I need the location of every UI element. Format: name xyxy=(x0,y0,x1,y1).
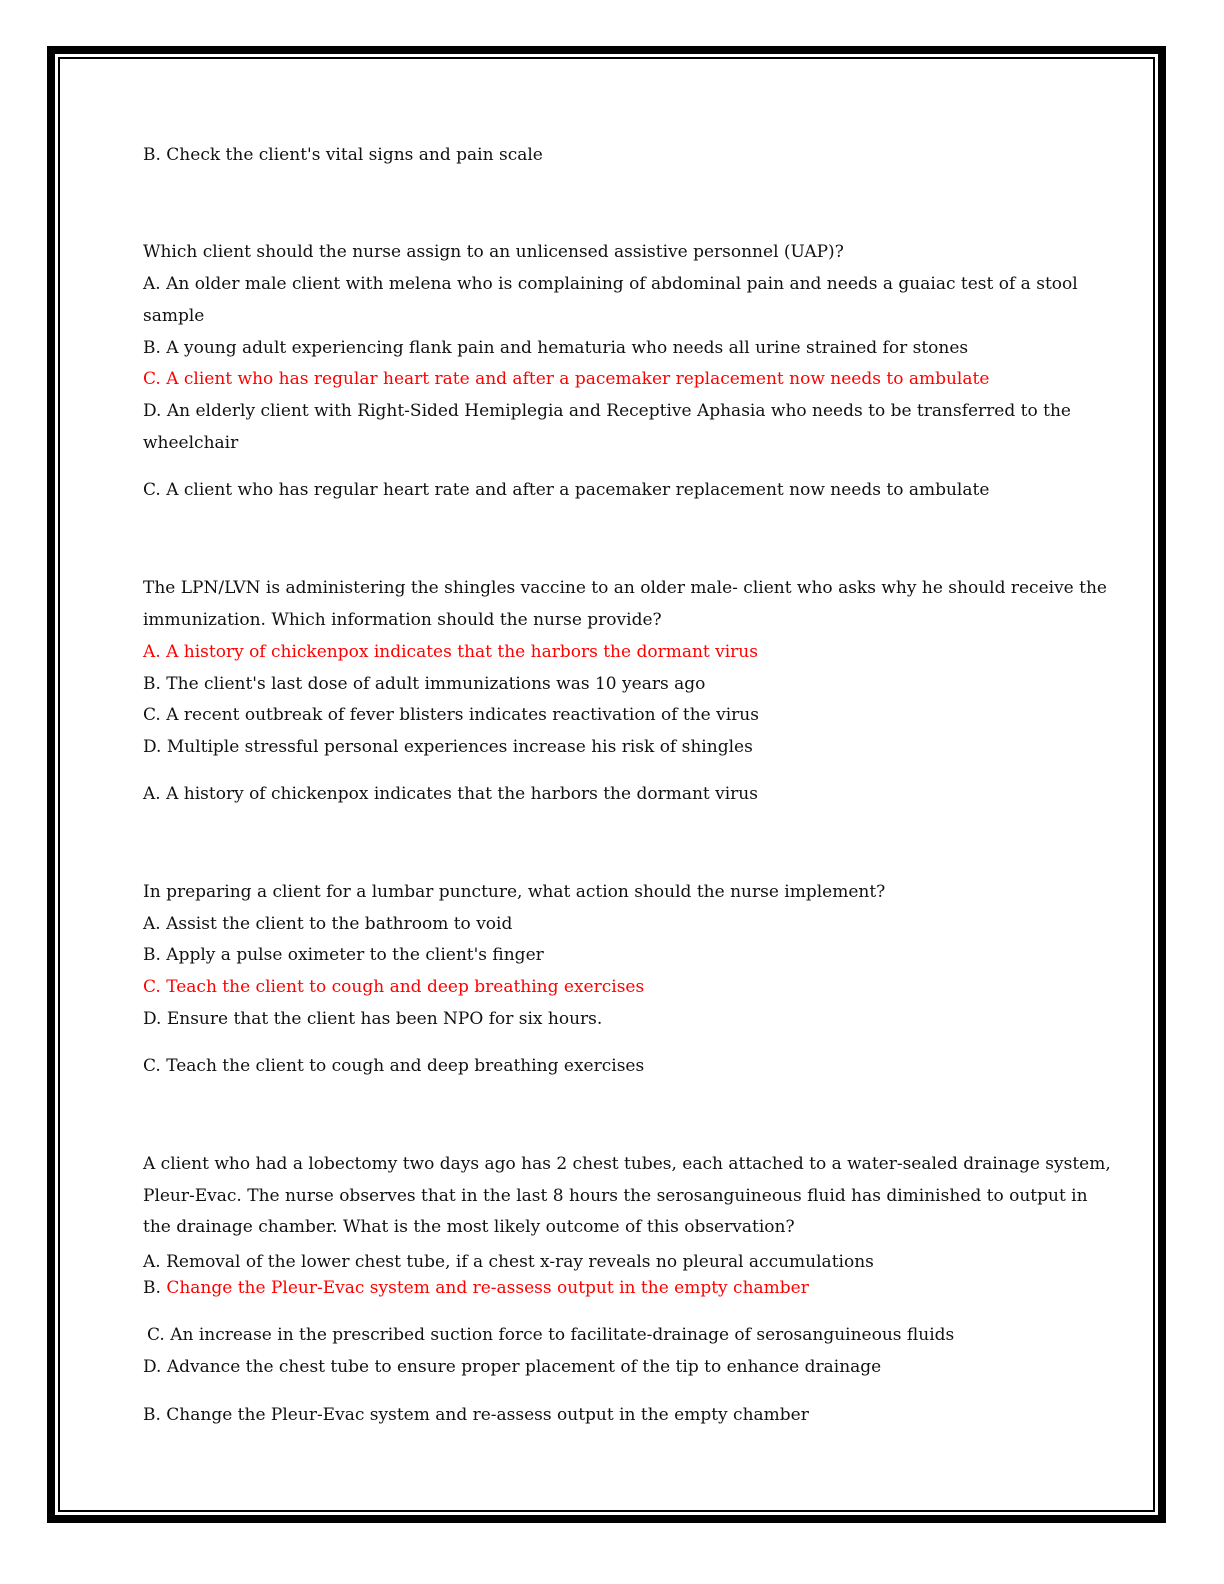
q2-option-c: C. A recent outbreak of fever blisters indicates reactivation of the virus xyxy=(143,705,759,725)
q1-option-a-cont: sample xyxy=(143,306,205,326)
q4-option-a: A. Removal of the lower chest tube, if a chest x-ray reveals no pleural accumulations xyxy=(143,1252,874,1272)
q4-answer: B. Change the Pleur-Evac system and re-assess output in the empty chamber xyxy=(143,1405,809,1425)
previous-answer: B. Check the client's vital signs and pain scale xyxy=(143,145,543,165)
q3-question: In preparing a client for a lumbar puncture, what action should the nurse implement? xyxy=(143,882,886,902)
q1-question: Which client should the nurse assign to an unlicensed assistive personnel (UAP)? xyxy=(143,242,844,262)
q4-option-b xyxy=(143,1278,809,1298)
q1-option-d: D. An elderly client with Right-Sided Hemiplegia and Receptive Aphasia who needs to be transferred to the xyxy=(143,401,1071,421)
q2-option-a-correct: A. A history of chickenpox indicates that the harbors the dormant virus xyxy=(143,642,758,662)
q3-option-d: D. Ensure that the client has been NPO for six hours. xyxy=(143,1009,603,1029)
q4-option-d: D. Advance the chest tube to ensure proper placement of the tip to enhance drainage xyxy=(143,1357,882,1377)
q4-option-c: C. An increase in the prescribed suction force to facilitate-drainage of serosanguineous fluids xyxy=(147,1325,955,1345)
q4-option-b-correct: Change the Pleur-Evac system and re-assess output in the empty chamber xyxy=(166,1278,809,1298)
q3-answer: C. Teach the client to cough and deep breathing exercises xyxy=(143,1056,645,1076)
q3-option-c-correct: C. Teach the client to cough and deep breathing exercises xyxy=(143,977,645,997)
q4-question-line3: the drainage chamber. What is the most likely outcome of this observation? xyxy=(143,1217,795,1237)
q2-question-line1: The LPN/LVN is administering the shingles vaccine to an older male- client who asks why he should receive the xyxy=(143,578,1107,598)
q4-option-b-prefix: B. xyxy=(143,1278,167,1298)
q4-question-line1: A client who had a lobectomy two days ago has 2 chest tubes, each attached to a water-sealed drainage system, xyxy=(143,1154,1111,1174)
q1-answer: C. A client who has regular heart rate and after a pacemaker replacement now needs to ambulate xyxy=(143,480,990,500)
q2-option-b: B. The client's last dose of adult immunizations was 10 years ago xyxy=(143,674,706,694)
q3-option-b: B. Apply a pulse oximeter to the client's finger xyxy=(143,945,544,965)
q1-option-d-cont: wheelchair xyxy=(143,433,239,453)
q2-answer: A. A history of chickenpox indicates that the harbors the dormant virus xyxy=(143,784,758,804)
q2-option-d: D. Multiple stressful personal experiences increase his risk of shingles xyxy=(143,737,753,757)
q1-option-a: A. An older male client with melena who is complaining of abdominal pain and needs a guaiac test of a stool xyxy=(143,274,1078,294)
q2-question-line2: immunization. Which information should the nurse provide? xyxy=(143,610,662,630)
q1-option-c-correct: C. A client who has regular heart rate and after a pacemaker replacement now needs to ambulate xyxy=(143,369,990,389)
q3-option-a: A. Assist the client to the bathroom to void xyxy=(143,914,513,934)
q4-question-line2: Pleur-Evac. The nurse observes that in the last 8 hours the serosanguineous fluid has diminished to output in xyxy=(143,1186,1088,1206)
q1-option-b: B. A young adult experiencing flank pain and hematuria who needs all urine strained for stones xyxy=(143,338,969,358)
